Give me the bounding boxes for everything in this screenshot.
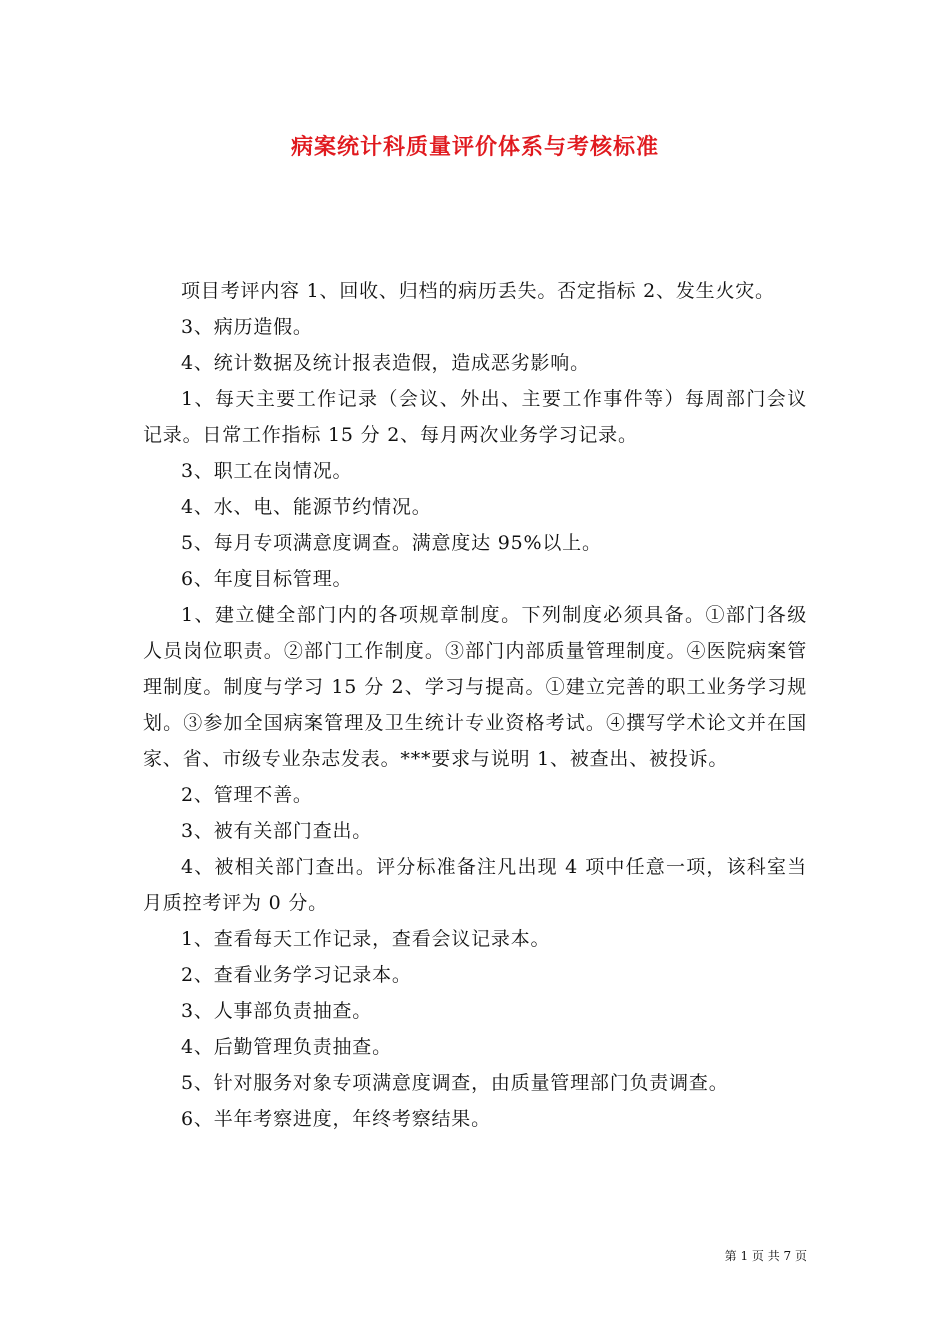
document-body [143, 273, 807, 1137]
paragraph: 6、半年考察进度，年终考察结果。 [181, 1108, 491, 1130]
paragraph: 1、建立健全部门内的各项规章制度。下列制度必须具备。①部门各级人员岗位职责。②部门工作制度。③部门内部质量管理制度。④医院病案管理制度。制度与学习 15 分 2、学习与提高。①建立完善的职工业务学习规划。③参加全国病案管理及卫生统计专业资格考试。④撰写学术论文并在国家、省、市级专业杂志发表。***要求与说明 1、被查出、被投诉。 [143, 604, 807, 770]
paragraph: 4、统计数据及统计报表造假，造成恶劣影响。 [181, 352, 590, 374]
paragraph: 5、每月专项满意度调查。满意度达 95%以上。 [181, 532, 602, 554]
paragraph: 2、查看业务学习记录本。 [181, 964, 412, 986]
document-title: 病案统计科质量评价体系与考核标准 [290, 134, 659, 160]
paragraph: 3、职工在岗情况。 [181, 460, 353, 482]
paragraph: 3、人事部负责抽查。 [181, 1000, 373, 1022]
paragraph: 6、年度目标管理。 [181, 568, 353, 590]
paragraph: 3、被有关部门查出。 [181, 820, 373, 842]
paragraph: 项目考评内容 1、回收、归档的病历丢失。否定指标 2、发生火灾。 [181, 280, 775, 302]
paragraph: 2、管理不善。 [181, 784, 313, 806]
page-number: 第 1 页 共 7 页 [724, 1249, 807, 1263]
paragraph: 5、针对服务对象专项满意度调查，由质量管理部门负责调查。 [181, 1072, 729, 1094]
paragraph: 3、病历造假。 [181, 316, 313, 338]
paragraph: 4、后勤管理负责抽查。 [181, 1036, 392, 1058]
paragraph: 1、查看每天工作记录，查看会议记录本。 [181, 928, 551, 950]
paragraph: 4、被相关部门查出。评分标准备注凡出现 4 项中任意一项，该科室当月质控考评为 0 分。 [143, 856, 807, 914]
paragraph: 1、每天主要工作记录（会议、外出、主要工作事件等）每周部门会议记录。日常工作指标 15 分 2、每月两次业务学习记录。 [143, 388, 807, 446]
paragraph: 4、水、电、能源节约情况。 [181, 496, 432, 518]
